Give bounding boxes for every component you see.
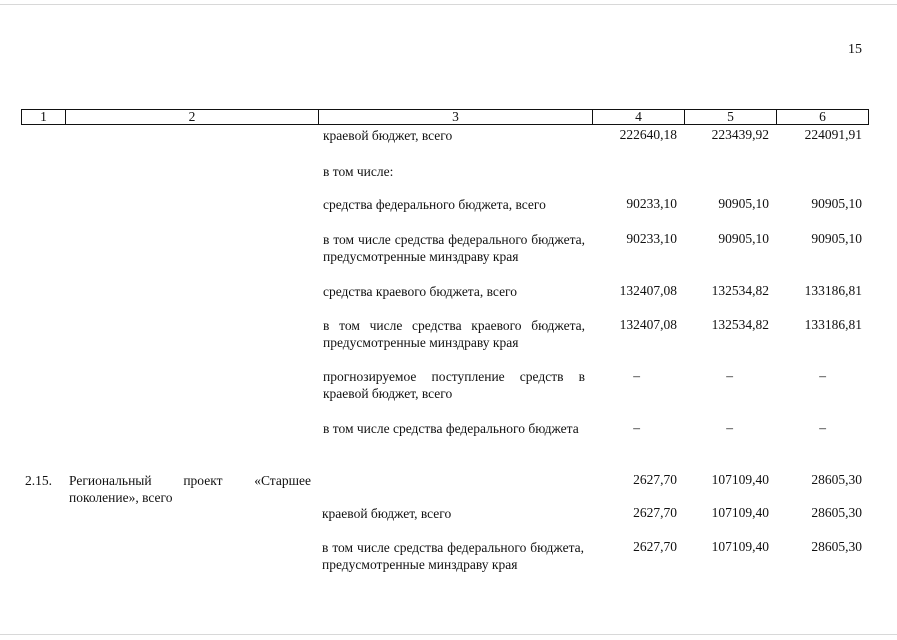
row-description: в том числе средства федерального бюджета, предусмотренные минздраву края xyxy=(322,540,584,572)
value-col-4: 132407,08 xyxy=(619,283,677,298)
row-number: 2.15. xyxy=(25,473,52,488)
value-col-6: 28605,30 xyxy=(811,539,862,554)
header-col-6: 6 xyxy=(776,109,869,125)
value-col-5: 90905,10 xyxy=(718,231,769,246)
row-description: средства федерального бюджета, всего xyxy=(323,197,546,212)
row-description: краевой бюджет, всего xyxy=(323,128,453,143)
scan-edge-top xyxy=(0,4,897,5)
row-description: средства краевого бюджета, всего xyxy=(323,284,518,299)
value-col-6: 133186,81 xyxy=(804,283,862,298)
page-number: 15 xyxy=(848,42,862,57)
row-description: в том числе средства федерального бюджета, предусмотренные минздраву края xyxy=(323,232,585,264)
header-col-3: 3 xyxy=(318,109,593,125)
value-col-4: 90233,10 xyxy=(626,196,677,211)
value-col-4: 90233,10 xyxy=(626,231,677,246)
header-col-2: 2 xyxy=(65,109,319,125)
value-col-5: – xyxy=(726,420,733,435)
value-col-4: 2627,70 xyxy=(633,472,677,487)
value-col-6: 90905,10 xyxy=(811,231,862,246)
row-description: краевой бюджет, всего xyxy=(322,506,452,521)
row-description: прогнозируемое поступление средств в краевой бюджет, всего xyxy=(323,369,585,401)
header-col-5: 5 xyxy=(684,109,777,125)
value-col-6: 28605,30 xyxy=(811,505,862,520)
header-col-1: 1 xyxy=(21,109,66,125)
project-name: Региональный проект «Старшее поколение», всего xyxy=(69,473,311,505)
value-col-6: 28605,30 xyxy=(811,472,862,487)
value-col-4: 2627,70 xyxy=(633,505,677,520)
value-col-5: 132534,82 xyxy=(711,317,769,332)
value-col-6: 90905,10 xyxy=(811,196,862,211)
header-col-4: 4 xyxy=(592,109,685,125)
value-col-5: 107109,40 xyxy=(711,539,769,554)
value-col-6: 133186,81 xyxy=(804,317,862,332)
value-col-4: – xyxy=(633,368,640,383)
value-col-5: 223439,92 xyxy=(711,127,769,142)
value-col-5: – xyxy=(726,368,733,383)
row-description: в том числе средства федерального бюджета xyxy=(323,421,579,436)
value-col-5: 107109,40 xyxy=(711,505,769,520)
value-col-6: 224091,91 xyxy=(804,127,862,142)
value-col-6: – xyxy=(819,420,826,435)
value-col-5: 132534,82 xyxy=(711,283,769,298)
value-col-4: 132407,08 xyxy=(619,317,677,332)
value-col-6: – xyxy=(819,368,826,383)
value-col-4: – xyxy=(633,420,640,435)
value-col-4: 2627,70 xyxy=(633,539,677,554)
value-col-5: 107109,40 xyxy=(711,472,769,487)
row-description: в том числе: xyxy=(323,164,394,179)
scan-edge-bottom xyxy=(0,634,897,635)
value-col-5: 90905,10 xyxy=(718,196,769,211)
value-col-4: 222640,18 xyxy=(619,127,677,142)
row-description: в том числе средства краевого бюджета, предусмотренные минздраву края xyxy=(323,318,585,350)
